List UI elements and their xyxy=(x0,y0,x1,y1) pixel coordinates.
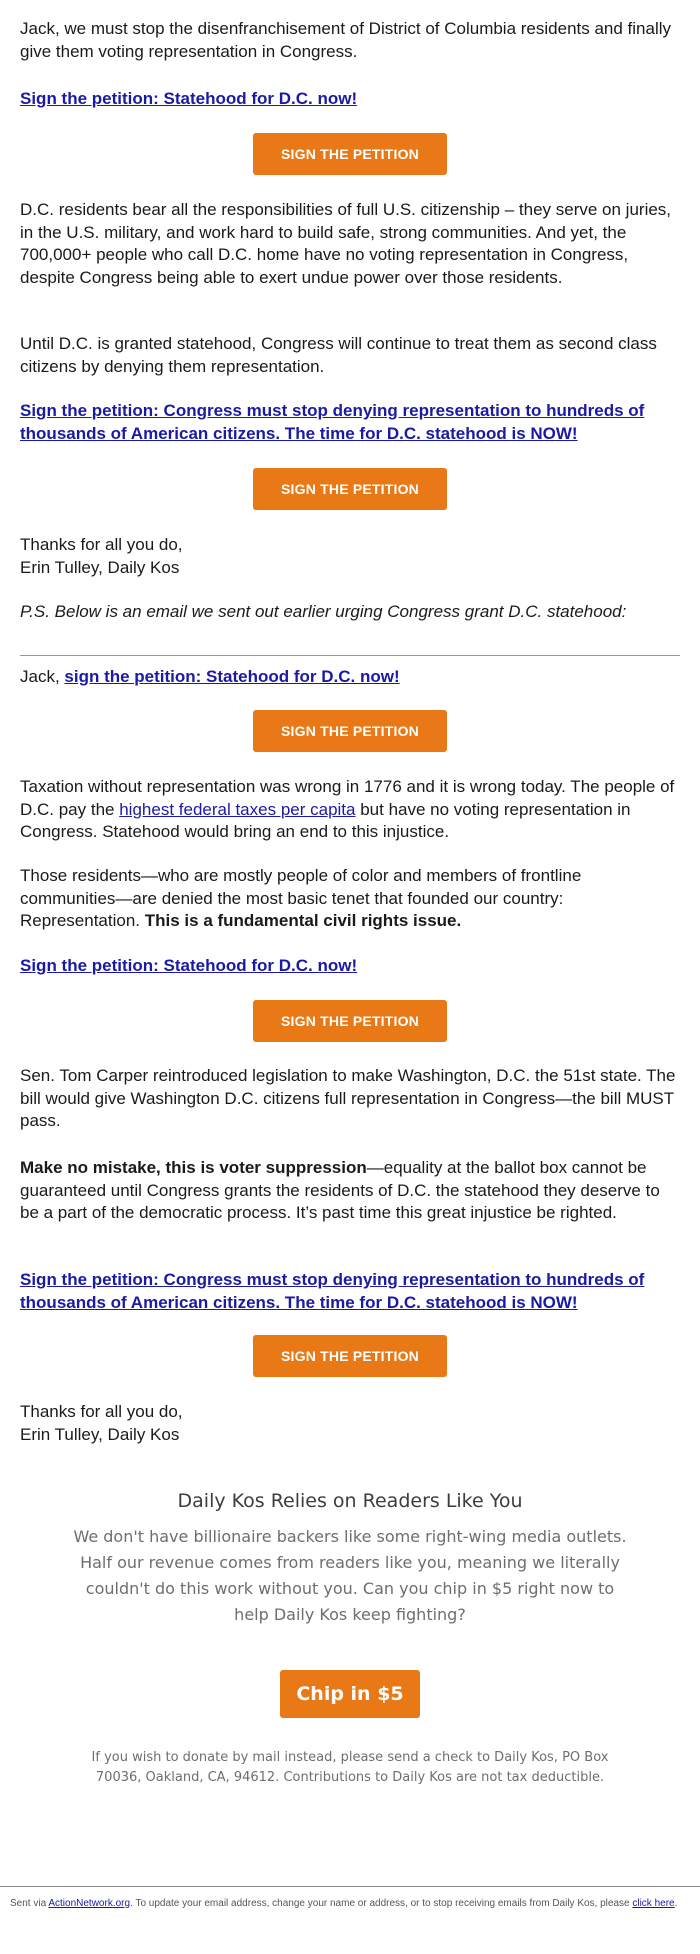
footer-end: . xyxy=(674,1898,678,1909)
second-class-paragraph: Until D.C. is granted statehood, Congress will continue to treat them as second class citizens by denying them representation. xyxy=(20,334,657,376)
signature-block-1 xyxy=(20,534,680,579)
signature-block-2 xyxy=(20,1401,680,1446)
donate-section xyxy=(0,1490,700,1788)
petition-link-1[interactable]: Sign the petition: Statehood for D.C. now! xyxy=(20,89,358,108)
footer xyxy=(10,1896,690,1911)
residents-text: Those residents—who are mostly people of color and members of frontline communities—are denied the most basic tenet that founded our country: Representation. xyxy=(20,866,582,930)
carper-paragraph: Sen. Tom Carper reintroduced legislation to make Washington, D.C. the 51st state. The bill would give Washington D.C. citizens full representation in Congress—the bill MUST pass. xyxy=(20,1066,676,1130)
footer-sent-via: Sent via xyxy=(10,1898,49,1909)
ps-note: P.S. Below is an email we sent out earlier urging Congress grant D.C. statehood: xyxy=(20,602,627,621)
jack-petition-line xyxy=(20,666,680,689)
petition-link-5[interactable]: Sign the petition: Congress must stop denying representation to hundreds of thousands of American citizens. The time for D.C. statehood is NOW! xyxy=(20,1270,645,1312)
voter-suppression-emphasis: Make no mistake, this is voter suppression xyxy=(20,1158,367,1177)
donate-title: Daily Kos Relies on Readers Like You xyxy=(177,1490,523,1512)
mail-donation-note: If you wish to donate by mail instead, please send a check to Daily Kos, PO Box 70036, Oakland, CA, 94612. Contributions to Daily Kos are not tax deductible. xyxy=(91,1750,609,1785)
tax-text-after: but have no voting representation in Congress. Statehood would bring an end to this injustice. xyxy=(20,799,631,841)
taxation-paragraph xyxy=(20,776,680,844)
petition-link-3[interactable]: sign the petition: Statehood for D.C. now! xyxy=(64,667,400,686)
sign-petition-button-5[interactable]: SIGN THE PETITION xyxy=(253,1335,447,1377)
sign-petition-button-4[interactable]: SIGN THE PETITION xyxy=(253,1000,447,1042)
sign-petition-button-3[interactable]: SIGN THE PETITION xyxy=(253,710,447,752)
unsubscribe-link[interactable]: click here xyxy=(632,1898,675,1909)
sign-petition-button-1[interactable]: SIGN THE PETITION xyxy=(253,133,447,175)
voter-suppression-paragraph xyxy=(20,1157,680,1225)
section-divider xyxy=(20,655,680,656)
actionnetwork-link[interactable]: ActionNetwork.org xyxy=(48,1898,131,1909)
donate-body: We don't have billionaire backers like some right-wing media outlets. Half our revenue comes from readers like you, meaning we literally couldn't do this work without you. Can you chip in $5 right now to help Daily Kos keep fighting? xyxy=(73,1527,627,1624)
petition-link-2[interactable]: Sign the petition: Congress must stop denying representation to hundreds of thousands of American citizens. The time for D.C. statehood is NOW! xyxy=(20,401,645,443)
thanks-line: Thanks for all you do, xyxy=(20,535,183,554)
highest-taxes-link[interactable]: highest federal taxes per capita xyxy=(119,799,356,819)
petition-link-4[interactable]: Sign the petition: Statehood for D.C. now! xyxy=(20,956,358,975)
tax-text-before: Taxation without representation was wrong in 1776 and it is wrong today. The people of D.C. pay the xyxy=(20,777,675,819)
responsibilities-paragraph: D.C. residents bear all the responsibilities of full U.S. citizenship – they serve on juries, in the U.S. military, and work hard to build safe, strong communities. And yet, the 700,000+ people who call D.C. home have no voting representation in Congress, despite Congress being able to exert undue power over those residents. xyxy=(20,200,672,287)
author-line: Erin Tulley, Daily Kos xyxy=(20,557,180,577)
chip-in-button[interactable]: Chip in $5 xyxy=(280,1670,420,1718)
sign-petition-button-2[interactable]: SIGN THE PETITION xyxy=(253,468,447,510)
footer-divider xyxy=(0,1886,700,1887)
thanks-line: Thanks for all you do, xyxy=(20,1402,183,1421)
voter-suppression-text: —equality at the ballot box cannot be guaranteed until Congress grants the residents of D.C. the statehood they deserve to be a part of the democratic process. It’s past time this great injustice be righted. xyxy=(20,1158,660,1222)
intro-text: Jack, we must stop the disenfranchisement of District of Columbia residents and finally give them voting representation in Congress. xyxy=(20,19,672,61)
residents-paragraph xyxy=(20,865,680,933)
footer-text: . To update your email address, change your name or address, or to stop receiving emails from Daily Kos, please xyxy=(130,1898,633,1909)
civil-rights-emphasis: This is a fundamental civil rights issue. xyxy=(144,911,462,930)
author-line: Erin Tulley, Daily Kos xyxy=(20,1424,180,1444)
jack-prefix: Jack, xyxy=(20,667,65,686)
